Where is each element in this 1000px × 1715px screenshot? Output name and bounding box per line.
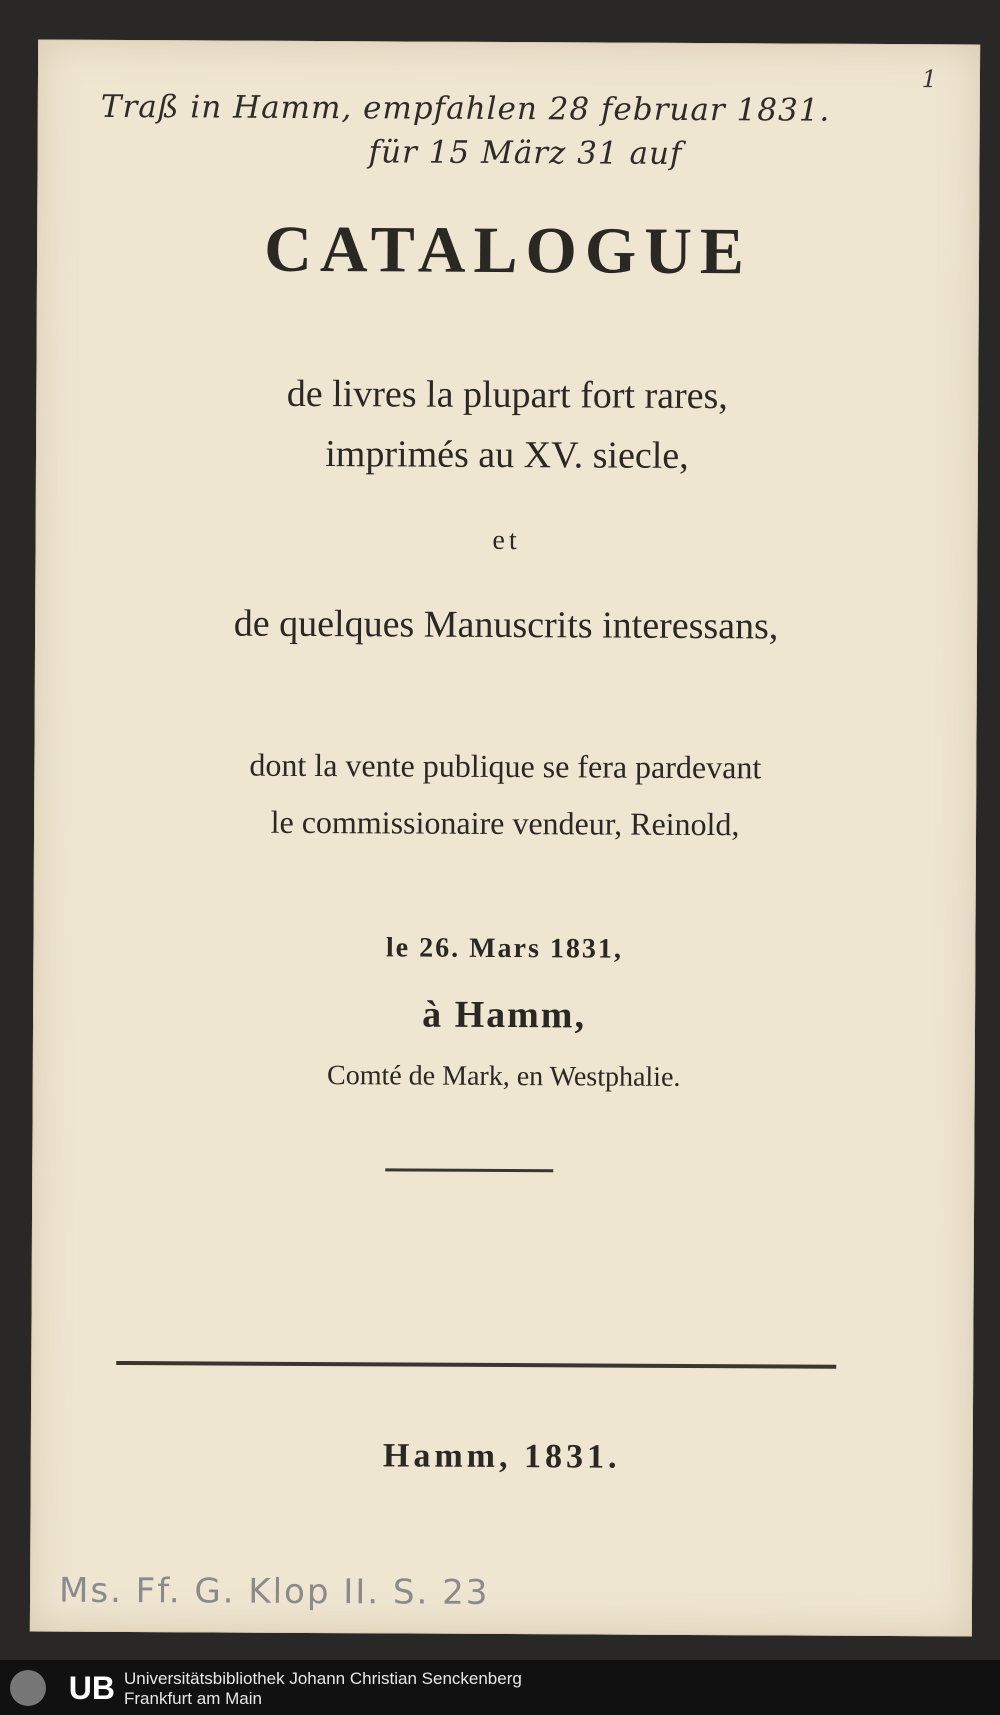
catalogue-title: CATALOGUE	[264, 212, 753, 289]
handwritten-note-line2: für 15 März 31 auf	[368, 134, 683, 172]
imprint: Hamm, 1831.	[382, 1437, 621, 1476]
subtitle-conjunction: et	[492, 524, 521, 557]
sale-date: le 26. Mars 1831,	[385, 932, 623, 965]
long-divider	[116, 1361, 836, 1369]
sale-place: à Hamm,	[422, 993, 587, 1037]
document-page	[30, 40, 980, 1637]
sale-region: Comté de Mark, en Westphalie.	[326, 1060, 681, 1093]
handwritten-note-line1: Traß in Hamm, empfahlen 28 februar 1831.	[100, 88, 831, 129]
shelfmark-stamp: Ms. Ff. G. Klop II. S. 23	[58, 1570, 490, 1613]
subtitle-line3: de quelques Manuscrits interessans,	[233, 602, 779, 648]
library-name	[124, 1669, 522, 1709]
subtitle-line2: imprimés au XV. siecle,	[325, 433, 689, 477]
ub-logo	[10, 1668, 115, 1708]
folio-number: 1	[921, 65, 938, 94]
library-name-line2: Frankfurt am Main	[124, 1689, 262, 1708]
ub-logo-text: UB	[68, 1669, 115, 1706]
sale-line2: le commissionaire vendeur, Reinold,	[270, 803, 740, 843]
sale-line1: dont la vente publique se fera pardevant	[249, 746, 762, 786]
library-name-line1: Universitätsbibliothek Johann Christian Senckenberg	[124, 1669, 522, 1688]
subtitle-line1: de livres la plupart fort rares,	[286, 372, 728, 418]
portrait-icon	[10, 1670, 46, 1706]
library-footer	[0, 1660, 1000, 1715]
short-divider	[385, 1168, 553, 1172]
